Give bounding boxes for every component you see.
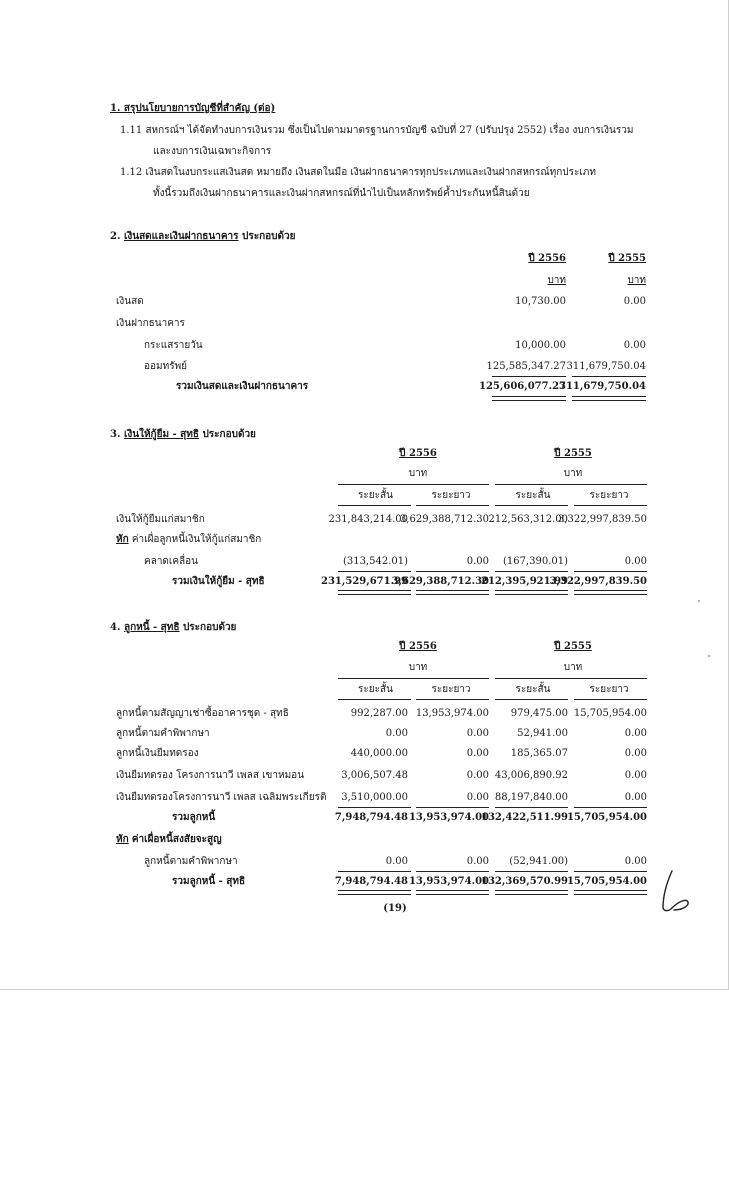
s4-subtotal-rule (416, 807, 489, 808)
s4-total-double-rule (495, 890, 568, 895)
s4-cell: 0.00 (466, 770, 489, 781)
s4-year-2556: ปี 2556 (399, 641, 437, 652)
section-3-number: 3. (110, 429, 121, 440)
section-3-heading-rest: ประกอบด้วย (202, 429, 256, 440)
s3-total-cell: 231,529,671.99 (321, 576, 408, 587)
s3-cell: 3,629,388,712.30 (399, 514, 489, 525)
s4-cell: 440,000.00 (350, 748, 408, 759)
s4-row-label: เงินยืมทดรองโครงการนาวี เพลส เฉลิมพระเกียรติ (116, 792, 327, 803)
s3-total-rule (338, 571, 411, 572)
s2-unit-2556: บาท (547, 275, 566, 286)
s3-col-long-2555: ระยะยาว (589, 490, 629, 501)
s2-unit-2555: บาท (627, 275, 646, 286)
s2-total-double-rule-2556 (492, 396, 566, 401)
s2-year-2556: ปี 2556 (528, 253, 566, 264)
s2-total-label: รวมเงินสดและเงินฝากธนาคาร (176, 381, 309, 392)
scan-speck (708, 655, 710, 657)
s4-cell: 0.00 (385, 728, 408, 739)
page-number: (19) (383, 903, 407, 914)
s3-year-2555: ปี 2555 (554, 448, 592, 459)
s3-col-short-2556: ระยะสั้น (358, 490, 393, 501)
s4-total-rule (338, 871, 411, 872)
s4-less-prefix: หัก (116, 834, 129, 845)
s4-row-label: ลูกหนี้ตามคำพิพากษา (144, 856, 238, 867)
s2-row-value-2556: 10,000.00 (515, 340, 566, 351)
s3-total-cell: 212,395,921.99 (481, 576, 568, 587)
s4-subtotal-cell: 7,948,794.48 (334, 812, 408, 823)
section-2-title: เงินสดและเงินฝากธนาคาร (123, 231, 239, 242)
s2-row-value-2556: 125,585,347.27 (486, 361, 566, 372)
s3-cell: (313,542.01) (342, 556, 408, 567)
s4-total-cell: 7,948,794.48 (334, 876, 408, 887)
s4-cell: 0.00 (466, 792, 489, 803)
s3-less-prefix: หัก (116, 534, 129, 545)
s4-total-cell: 132,369,570.99 (481, 876, 568, 887)
s4-less-text: ค่าเผื่อหนี้สงสัยจะสูญ (131, 834, 222, 845)
s4-unit-2556: บาท (408, 662, 428, 673)
s4-cell: 13,953,974.00 (415, 708, 489, 719)
s4-cell: 979,475.00 (510, 708, 568, 719)
s2-row-label: เงินฝากธนาคาร (116, 318, 185, 329)
s4-cell: 52,941.00 (517, 728, 568, 739)
s3-cell: 0.00 (624, 556, 647, 567)
s2-total-rule-2556 (492, 376, 566, 377)
s2-total-value-2555: 311,679,750.04 (559, 381, 646, 392)
section-4-title: ลูกหนี้ - สุทธิ (123, 622, 180, 633)
s3-total-double-rule (574, 590, 647, 595)
s4-cell: 88,197,840.00 (494, 792, 568, 803)
s3-less-line (116, 534, 261, 546)
s4-total-rule (574, 871, 647, 872)
s4-subtotal-cell: 15,705,954.00 (566, 812, 647, 823)
s4-col-short-2555: ระยะสั้น (515, 684, 551, 695)
s4-total-double-rule (416, 890, 489, 895)
s3-row-label: คลาดเคลื่อน (144, 556, 199, 567)
s3-total-cell: 3,322,997,839.50 (549, 576, 647, 587)
s3-col-short-2555: ระยะสั้น (515, 490, 551, 501)
s4-cell: 3,006,507.48 (341, 770, 408, 781)
s4-subtotal-rule (495, 807, 568, 808)
s2-row-value-2555: 0.00 (623, 340, 646, 351)
s3-cell: (167,390.01) (502, 556, 568, 567)
s4-cell: 0.00 (466, 856, 489, 867)
s3-col-rule (495, 505, 568, 506)
s4-cell: 185,365.07 (510, 748, 568, 759)
s4-total-rule (495, 871, 568, 872)
s2-row-label: เงินสด (116, 296, 144, 307)
s4-cell: 43,006,890.92 (494, 770, 568, 781)
s4-cell: 0.00 (466, 728, 489, 739)
section-4-heading-rest: ประกอบด้วย (182, 622, 237, 633)
s4-col-rule (338, 699, 411, 700)
s4-subtotal-cell: 132,422,511.99 (481, 812, 568, 823)
s4-row-label: ลูกหนี้เงินยืมทดรอง (116, 748, 199, 759)
s4-cell: 0.00 (466, 748, 489, 759)
s4-total-double-rule (338, 890, 411, 895)
s4-cell: 0.00 (624, 728, 647, 739)
s3-year-2556: ปี 2556 (399, 448, 437, 459)
s3-total-double-rule (338, 590, 411, 595)
s3-cell: 0.00 (466, 556, 489, 567)
s3-unit-rule-2556 (338, 484, 489, 485)
s2-row-value-2556: 10,730.00 (515, 296, 566, 307)
s3-total-double-rule (495, 590, 568, 595)
section-1-heading: 1. สรุปนโยบายการบัญชีที่สำคัญ (ต่อ) (110, 103, 276, 114)
s4-col-long-2556: ระยะยาว (431, 684, 471, 695)
s4-unit-rule-2555 (495, 678, 647, 679)
s3-cell: 231,843,214.00 (328, 514, 408, 525)
s2-total-value-2556: 125,606,077.27 (479, 381, 566, 392)
s3-col-long-2556: ระยะยาว (431, 490, 471, 501)
s4-subtotal-rule (338, 807, 411, 808)
section-2-number: 2. (110, 231, 121, 242)
s3-total-rule (416, 571, 489, 572)
s3-total-cell: 3,629,388,712.30 (391, 576, 489, 587)
s3-cell: 212,563,312.00 (488, 514, 568, 525)
s3-unit-rule-2555 (495, 484, 647, 485)
handwritten-initial-mark (658, 868, 694, 914)
s4-total-cell: 15,705,954.00 (566, 876, 647, 887)
para-1-12-line-2: ทั้งนี้รวมถึงเงินฝากธนาคารและเงินฝากสหกรณ์ที่นำไปเป็นหลักทรัพย์ค้ำประกันหนี้สินด้วย (153, 188, 530, 199)
s4-total-double-rule (574, 890, 647, 895)
s3-total-rule (495, 571, 568, 572)
section-2-heading-rest: ประกอบด้วย (242, 231, 296, 242)
s3-total-double-rule (416, 590, 489, 595)
s4-col-long-2555: ระยะยาว (589, 684, 629, 695)
s4-col-short-2556: ระยะสั้น (358, 684, 393, 695)
section-3-heading (110, 429, 256, 441)
s4-cell: 3,510,000.00 (341, 792, 408, 803)
s4-cell: 0.00 (385, 856, 408, 867)
s3-unit-2556: บาท (408, 468, 428, 479)
s2-row-value-2555: 0.00 (623, 296, 646, 307)
s3-col-rule (338, 505, 411, 506)
s4-total-rule (416, 871, 489, 872)
s2-total-double-rule-2555 (572, 396, 646, 401)
s4-subtotal-rule (574, 807, 647, 808)
s4-row-label: ลูกหนี้ตามคำพิพากษา (116, 728, 210, 739)
s2-row-label: ออมทรัพย์ (144, 361, 188, 372)
s4-cell: 0.00 (624, 748, 647, 759)
s3-unit-2555: บาท (563, 468, 583, 479)
section-3-title: เงินให้กู้ยืม - สุทธิ (123, 429, 199, 440)
s4-col-rule (495, 699, 568, 700)
s4-total-cell: 13,953,974.00 (408, 876, 489, 887)
s4-cell: 0.00 (624, 770, 647, 781)
s2-year-2555: ปี 2555 (608, 253, 646, 264)
para-1-11-line-2: และงบการเงินเฉพาะกิจการ (153, 146, 272, 157)
s3-cell: 3,322,997,839.50 (557, 514, 647, 525)
s3-col-rule (416, 505, 489, 506)
s4-subtotal-label: รวมลูกหนี้ (172, 812, 216, 823)
s2-total-rule-2555 (572, 376, 646, 377)
s2-row-label: กระแสรายวัน (144, 340, 203, 351)
s4-cell: 0.00 (624, 792, 647, 803)
s4-row-label: ลูกหนี้ตามสัญญาเช่าซื้ออาคารชุด - สุทธิ (116, 708, 289, 719)
s3-less-text: ค่าเผื่อลูกหนี้เงินให้กู้แก่สมาชิก (131, 534, 262, 545)
s4-total-label: รวมลูกหนี้ - สุทธิ (172, 876, 246, 887)
s4-cell: (52,941.00) (509, 856, 568, 867)
s2-row-value-2555: 311,679,750.04 (566, 361, 646, 372)
s3-col-rule (574, 505, 647, 506)
s4-cell: 0.00 (624, 856, 647, 867)
s3-total-label: รวมเงินให้กู้ยืม - สุทธิ (172, 576, 265, 587)
s4-col-rule (416, 699, 489, 700)
s4-unit-2555: บาท (563, 662, 583, 673)
para-1-11-line-1: 1.11 สหกรณ์ฯ ได้จัดทำงบการเงินรวม ซึ่งเป็นไปตามมาตรฐานการบัญชี ฉบับที่ 27 (ปรับปรุง 2552) เรื่อง งบการเงินรวม (120, 125, 634, 136)
s4-year-2555: ปี 2555 (554, 641, 592, 652)
section-4-heading (110, 622, 236, 634)
s4-subtotal-cell: 13,953,974.00 (408, 812, 489, 823)
para-1-12-line-1: 1.12 เงินสดในงบกระแสเงินสด หมายถึง เงินสดในมือ เงินฝากธนาคารทุกประเภทและเงินฝากสหกรณ์ทุกประเภท (120, 167, 596, 178)
s3-total-rule (574, 571, 647, 572)
s4-cell: 992,287.00 (350, 708, 408, 719)
s4-less-line (116, 834, 222, 846)
s4-row-label: เงินยืมทดรอง โครงการนาวี เพลส เขาหมอน (116, 770, 305, 781)
s4-cell: 15,705,954.00 (573, 708, 647, 719)
s3-row-label: เงินให้กู้ยืมแก่สมาชิก (116, 514, 205, 525)
section-4-number: 4. (110, 622, 121, 633)
s4-col-rule (574, 699, 647, 700)
s4-unit-rule-2556 (338, 678, 489, 679)
section-2-heading (110, 231, 295, 243)
scan-speck (698, 600, 700, 602)
